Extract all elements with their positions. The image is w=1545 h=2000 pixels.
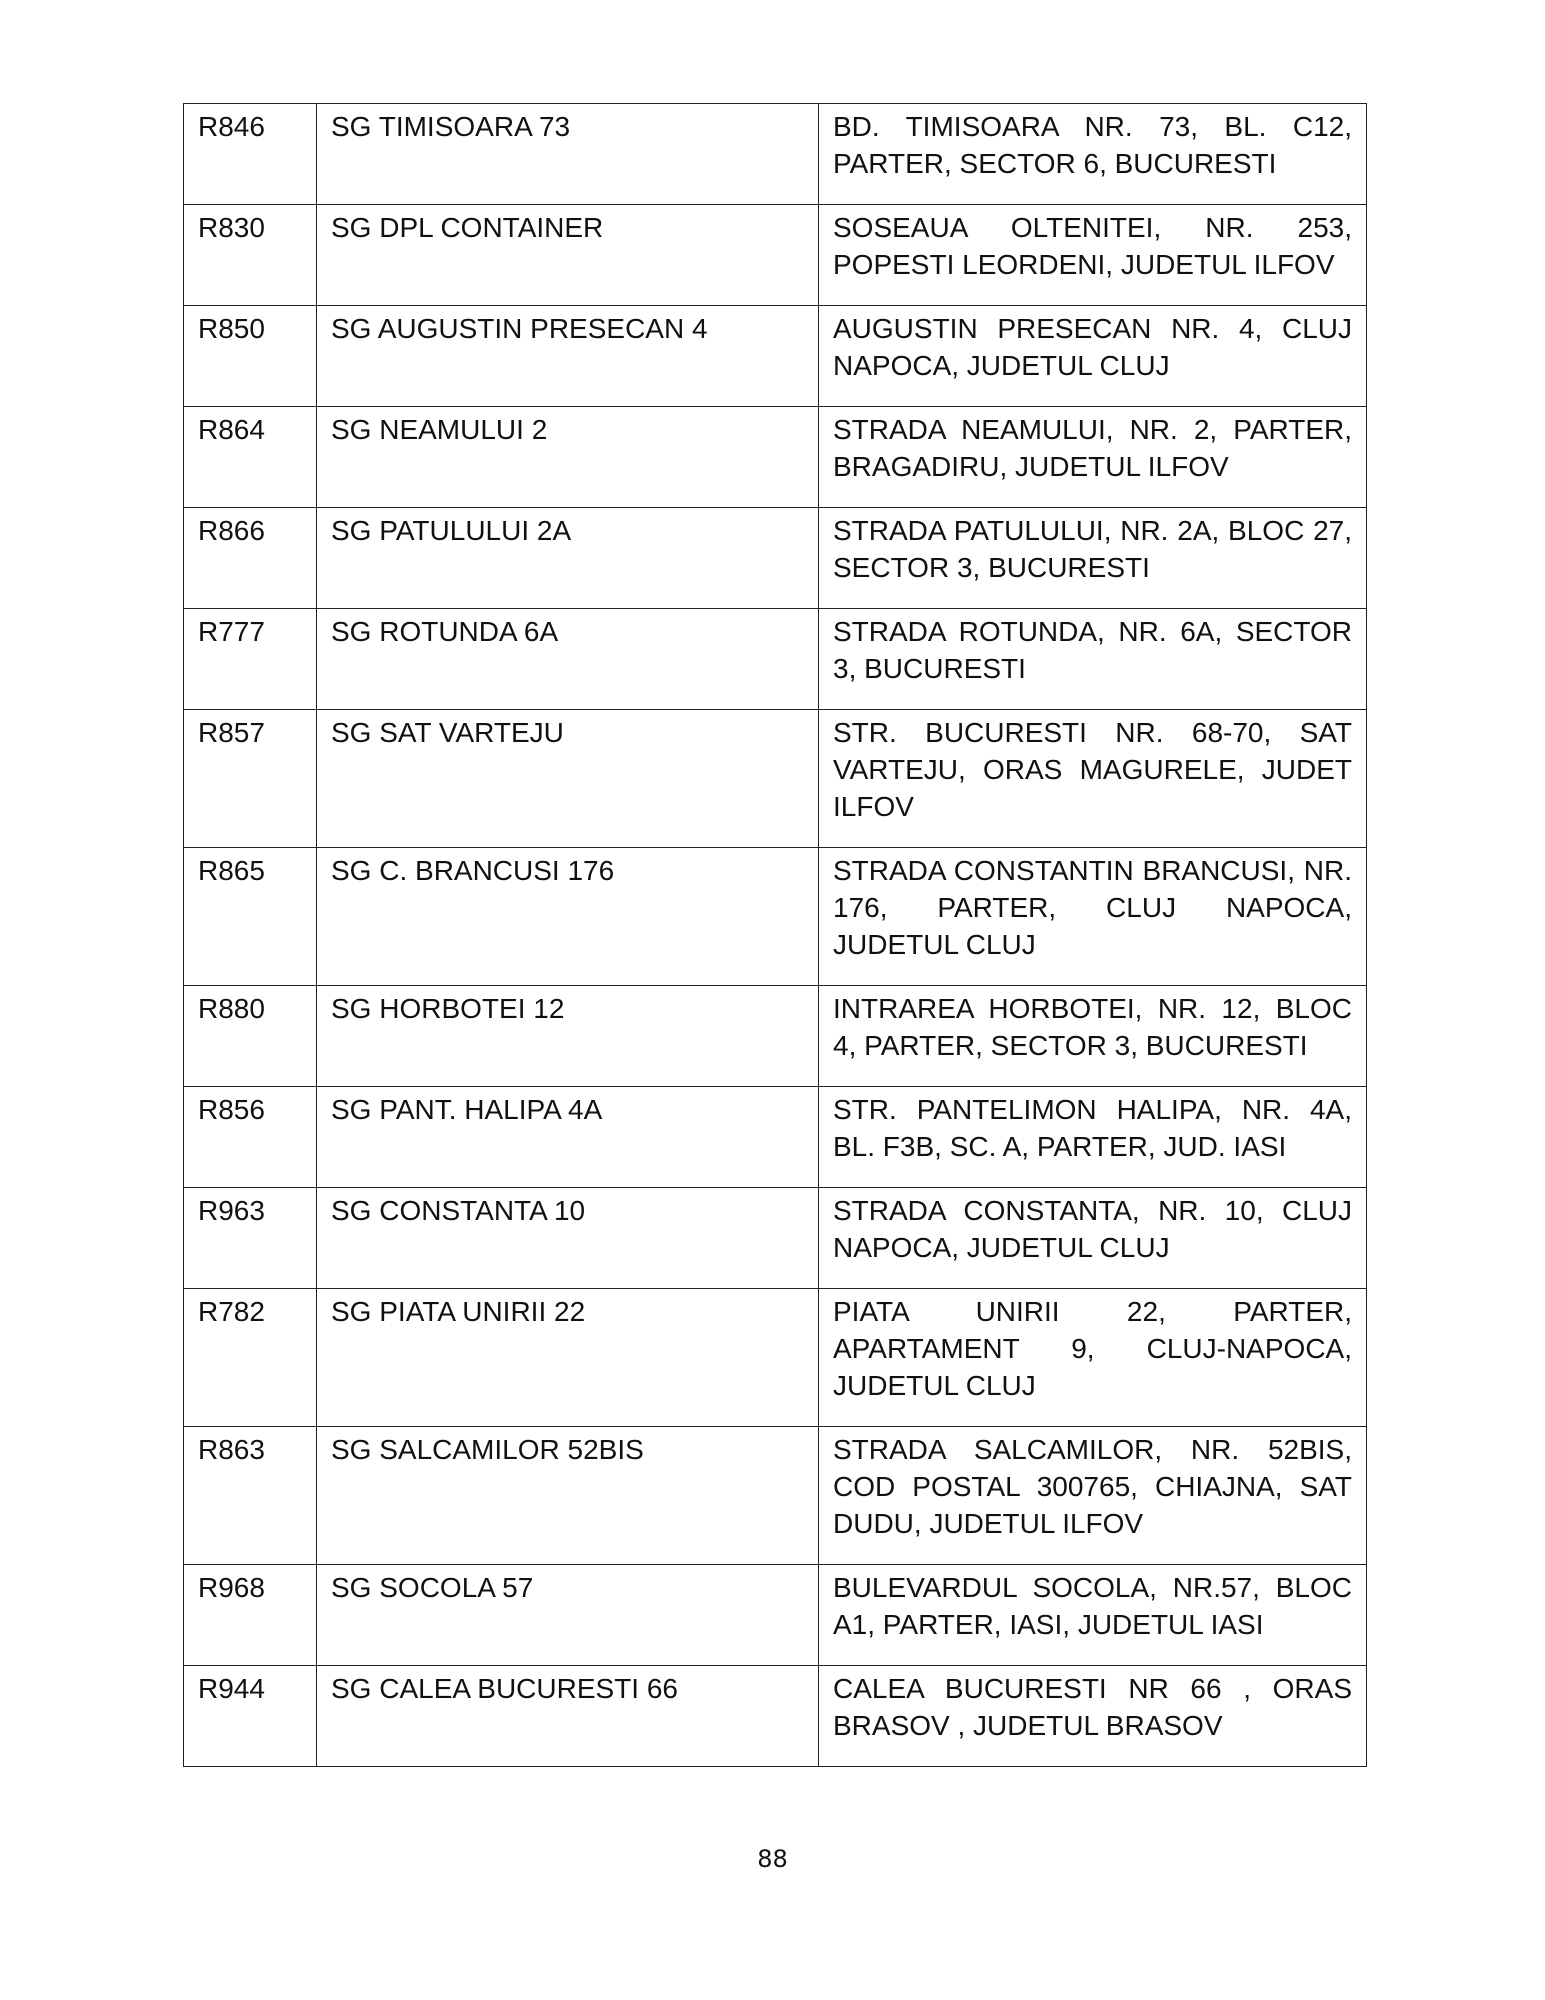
table-row: [184, 1289, 1367, 1427]
store-code-cell: R865: [184, 848, 317, 986]
store-code-cell: R963: [184, 1188, 317, 1289]
store-address-cell: STRADA ROTUNDA, NR. 6A, SECTOR 3, BUCURESTI: [819, 609, 1367, 710]
store-name-cell: SG DPL CONTAINER: [317, 205, 819, 306]
store-code-cell: R863: [184, 1427, 317, 1565]
store-code-cell: R857: [184, 710, 317, 848]
table-row: [184, 1188, 1367, 1289]
table-row: [184, 104, 1367, 205]
store-address-cell: STRADA NEAMULUI, NR. 2, PARTER, BRAGADIRU, JUDETUL ILFOV: [819, 407, 1367, 508]
store-address-cell: BD. TIMISOARA NR. 73, BL. C12, PARTER, SECTOR 6, BUCURESTI: [819, 104, 1367, 205]
store-name-cell: SG NEAMULUI 2: [317, 407, 819, 508]
store-code-cell: R846: [184, 104, 317, 205]
store-address-cell: STR. PANTELIMON HALIPA, NR. 4A, BL. F3B, SC. A, PARTER, JUD. IASI: [819, 1087, 1367, 1188]
store-name-cell: SG TIMISOARA 73: [317, 104, 819, 205]
store-address-table: [183, 103, 1367, 1767]
table-row: [184, 205, 1367, 306]
store-name-cell: SG SOCOLA 57: [317, 1565, 819, 1666]
store-address-cell: PIATA UNIRII 22, PARTER, APARTAMENT 9, CLUJ-NAPOCA, JUDETUL CLUJ: [819, 1289, 1367, 1427]
store-code-cell: R880: [184, 986, 317, 1087]
table-row: [184, 1427, 1367, 1565]
store-code-cell: R850: [184, 306, 317, 407]
store-code-cell: R968: [184, 1565, 317, 1666]
store-name-cell: SG C. BRANCUSI 176: [317, 848, 819, 986]
store-name-cell: SG AUGUSTIN PRESECAN 4: [317, 306, 819, 407]
table-row: [184, 710, 1367, 848]
table-row: [184, 1666, 1367, 1767]
store-name-cell: SG CONSTANTA 10: [317, 1188, 819, 1289]
table-row: [184, 848, 1367, 986]
table-row: [184, 508, 1367, 609]
store-name-cell: SG PANT. HALIPA 4A: [317, 1087, 819, 1188]
store-address-cell: CALEA BUCURESTI NR 66 , ORAS BRASOV , JUDETUL BRASOV: [819, 1666, 1367, 1767]
store-address-cell: STRADA CONSTANTA, NR. 10, CLUJ NAPOCA, JUDETUL CLUJ: [819, 1188, 1367, 1289]
store-address-cell: AUGUSTIN PRESECAN NR. 4, CLUJ NAPOCA, JUDETUL CLUJ: [819, 306, 1367, 407]
store-address-cell: STRADA PATULULUI, NR. 2A, BLOC 27, SECTOR 3, BUCURESTI: [819, 508, 1367, 609]
store-code-cell: R864: [184, 407, 317, 508]
store-code-cell: R944: [184, 1666, 317, 1767]
store-code-cell: R777: [184, 609, 317, 710]
store-address-cell: SOSEAUA OLTENITEI, NR. 253, POPESTI LEORDENI, JUDETUL ILFOV: [819, 205, 1367, 306]
table-row: [184, 306, 1367, 407]
store-address-cell: BULEVARDUL SOCOLA, NR.57, BLOC A1, PARTER, IASI, JUDETUL IASI: [819, 1565, 1367, 1666]
table-row: [184, 609, 1367, 710]
page-number: 88: [757, 1845, 788, 1873]
store-address-cell: STR. BUCURESTI NR. 68-70, SAT VARTEJU, ORAS MAGURELE, JUDET ILFOV: [819, 710, 1367, 848]
table-row: [184, 1565, 1367, 1666]
store-name-cell: SG HORBOTEI 12: [317, 986, 819, 1087]
store-address-cell: INTRAREA HORBOTEI, NR. 12, BLOC 4, PARTER, SECTOR 3, BUCURESTI: [819, 986, 1367, 1087]
store-name-cell: SG PIATA UNIRII 22: [317, 1289, 819, 1427]
table-row: [184, 407, 1367, 508]
table-row: [184, 986, 1367, 1087]
store-code-cell: R830: [184, 205, 317, 306]
table-row: [184, 1087, 1367, 1188]
store-address-cell: STRADA CONSTANTIN BRANCUSI, NR. 176, PARTER, CLUJ NAPOCA, JUDETUL CLUJ: [819, 848, 1367, 986]
store-name-cell: SG SAT VARTEJU: [317, 710, 819, 848]
store-name-cell: SG ROTUNDA 6A: [317, 609, 819, 710]
store-code-cell: R856: [184, 1087, 317, 1188]
store-address-cell: STRADA SALCAMILOR, NR. 52BIS, COD POSTAL 300765, CHIAJNA, SAT DUDU, JUDETUL ILFOV: [819, 1427, 1367, 1565]
store-code-cell: R866: [184, 508, 317, 609]
store-name-cell: SG CALEA BUCURESTI 66: [317, 1666, 819, 1767]
store-name-cell: SG SALCAMILOR 52BIS: [317, 1427, 819, 1565]
store-code-cell: R782: [184, 1289, 317, 1427]
store-name-cell: SG PATULULUI 2A: [317, 508, 819, 609]
